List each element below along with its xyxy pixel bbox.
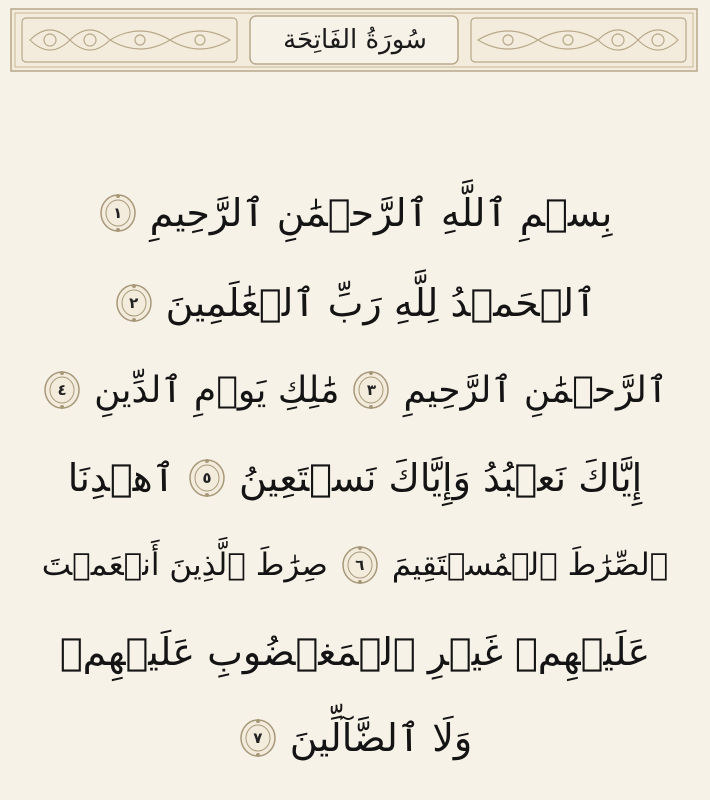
verse-text: ٱلصِّرَٰطَ ٱلۡمُسۡتَقِيمَ	[391, 547, 669, 583]
verse-line-6	[40, 617, 670, 687]
ayah-number: ٤	[57, 381, 67, 399]
verse-text: صِرَٰطَ ٱلَّذِينَ أَنۡعَمۡتَ	[41, 547, 328, 583]
verse-line-7	[40, 703, 670, 773]
ayah-number: ٦	[355, 556, 365, 574]
verse-text: عَلَيۡهِمۡ غَيۡرِ ٱلۡمَغۡضُوبِ عَلَيۡهِمۡ	[59, 630, 651, 674]
verse-line-4	[40, 443, 670, 513]
ayah-number: ٢	[129, 294, 139, 312]
ayah-number: ٧	[253, 729, 263, 747]
verse-text: إِيَّاكَ نَعۡبُدُ وَإِيَّاكَ نَسۡتَعِينُ	[238, 456, 643, 500]
surah-title: سُورَةُ الفَاتِحَة	[283, 25, 427, 55]
verse-text: ٱلرَّحۡمَٰنِ ٱلرَّحِيمِ	[403, 369, 668, 411]
verse-text: مَٰلِكِ يَوۡمِ ٱلدِّينِ	[94, 369, 340, 411]
verse-text: بِسۡمِ ٱللَّهِ ٱلرَّحۡمَٰنِ ٱلرَّحِيمِ	[149, 191, 613, 235]
verse-line-2	[40, 268, 670, 338]
ayah-end-marker	[42, 370, 82, 410]
ayah-end-marker	[187, 458, 227, 498]
ayah-end-marker	[340, 545, 380, 585]
ayah-number: ٣	[366, 381, 377, 399]
verse-text: وَلَا ٱلضَّآلِّينَ	[289, 716, 473, 760]
ayah-end-marker	[238, 718, 278, 758]
ayah-number: ١	[113, 204, 123, 222]
ayah-end-marker	[351, 370, 391, 410]
ayah-end-marker	[114, 283, 154, 323]
verse-line-1	[40, 178, 670, 248]
verse-text: ٱهۡدِنَا	[67, 456, 175, 500]
verse-text: ٱلۡحَمۡدُ لِلَّهِ رَبِّ ٱلۡعَٰلَمِينَ	[165, 281, 597, 325]
ayah-end-marker	[98, 193, 138, 233]
verse-line-5	[40, 530, 670, 600]
verse-line-3	[40, 355, 670, 425]
ayah-number: ٥	[202, 469, 212, 487]
